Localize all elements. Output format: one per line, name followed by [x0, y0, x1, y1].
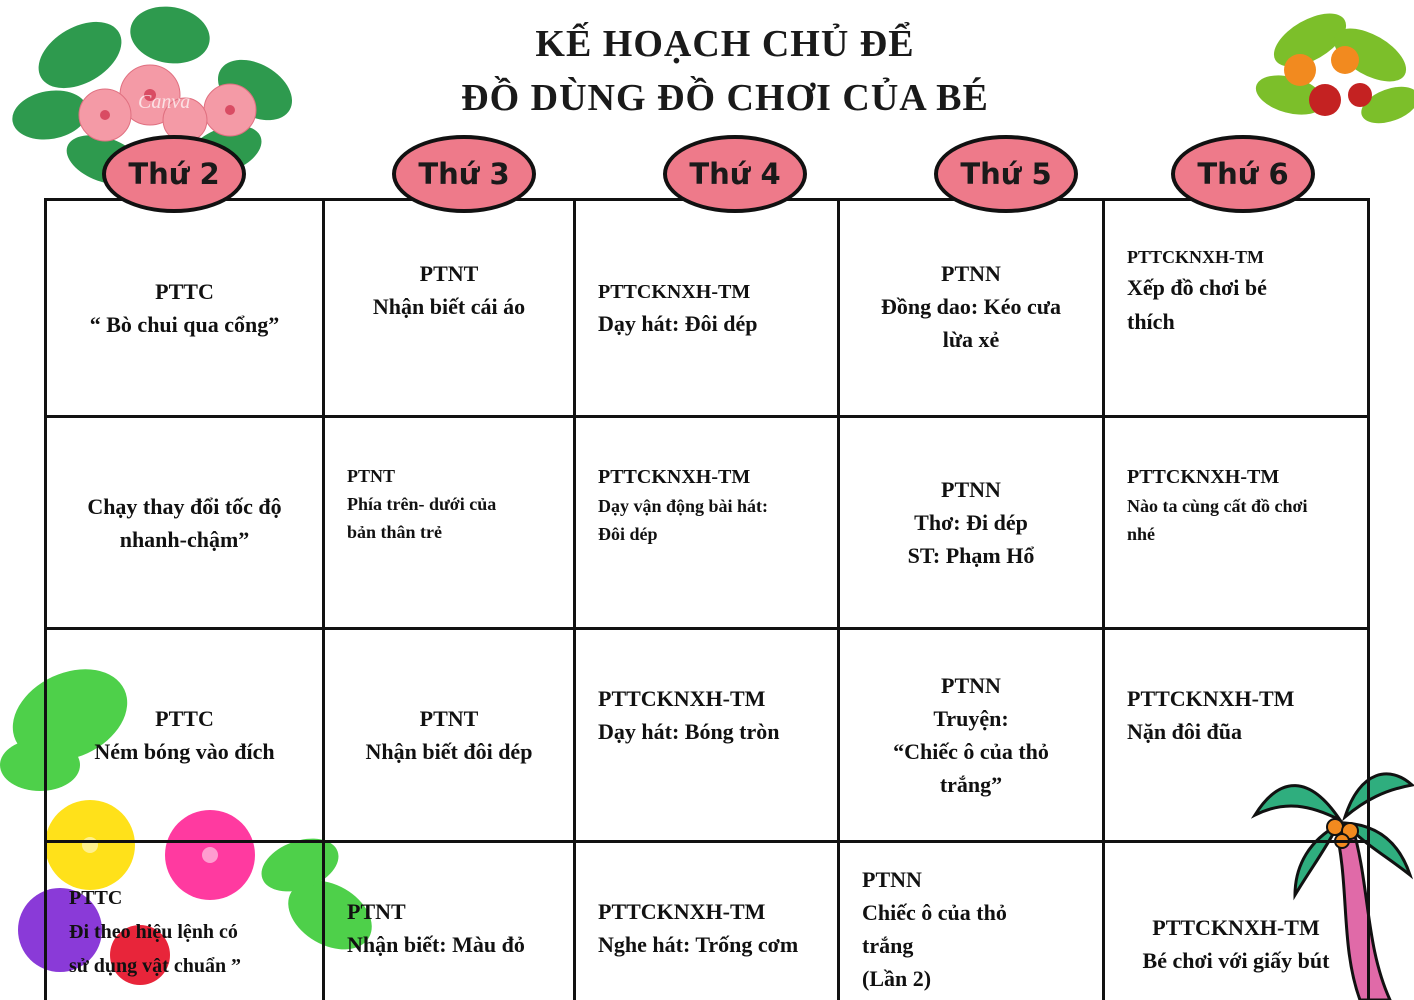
- day-badge-thu-2: Thứ 2: [102, 135, 246, 213]
- cell-line: ST: Phạm Hổ: [907, 543, 1035, 568]
- cell-line: Dạy hát: Bóng tròn: [598, 719, 780, 744]
- page-title-line-2: ĐỒ DÙNG ĐỒ CHƠI CỦA BÉ: [461, 77, 989, 119]
- cell-line: Ném bóng vào đích: [94, 739, 275, 764]
- cell-line: PTNT: [347, 899, 406, 924]
- cell-line: lừa xẻ: [942, 327, 1000, 352]
- cell-line: bản thân trẻ: [347, 522, 443, 542]
- cell-line: PTTCKNXH-TM: [1152, 915, 1320, 940]
- cell-line: PTTC: [155, 279, 214, 304]
- cell-line: “ Bò chui qua cổng”: [89, 312, 280, 337]
- cell-r4-thu5: [840, 843, 1102, 1000]
- cell-r2-thu5: [840, 418, 1102, 627]
- day-badge-thu-4: Thứ 4: [663, 135, 807, 213]
- cell-line: PTNN: [941, 261, 1001, 286]
- cell-line: PTTCKNXH-TM: [598, 899, 766, 924]
- cell-line: PTNN: [941, 477, 1001, 502]
- schedule-table: [44, 198, 1370, 1000]
- cell-r3-thu3: [325, 630, 573, 840]
- cell-line: Bé chơi với giấy bút: [1142, 948, 1330, 973]
- cell-r3-thu5: [840, 630, 1102, 840]
- cell-line: Dạy hát: Đôi dép: [598, 310, 758, 336]
- cell-line: PTTCKNXH-TM: [598, 280, 751, 303]
- cell-line: PTTC: [69, 887, 123, 909]
- cell-line: Phía trên- dưới của: [347, 494, 497, 514]
- day-badge-thu-3: Thứ 3: [392, 135, 536, 213]
- canva-watermark: Canva: [138, 91, 191, 113]
- cell-r4-thu3: [325, 843, 573, 1000]
- cell-line: PTTCKNXH-TM: [598, 686, 766, 711]
- cell-line: (Lần 2): [862, 966, 932, 991]
- cell-line: PTTCKNXH-TM: [1127, 686, 1295, 711]
- cell-line: trắng”: [939, 772, 1003, 797]
- cell-r1-thu6: [1105, 201, 1367, 415]
- cell-line: Thơ: Đi dép: [914, 510, 1028, 535]
- cell-line: nhé: [1127, 524, 1156, 544]
- cell-line: PTNN: [941, 673, 1001, 698]
- cell-line: Nhận biết đôi dép: [365, 739, 533, 764]
- cell-line: trắng: [862, 933, 914, 958]
- cell-line: sử dụng vật chuẩn ”: [69, 955, 242, 977]
- cell-line: Đi theo hiệu lệnh có: [69, 921, 238, 943]
- cell-r2-thu3: [325, 418, 573, 627]
- cell-line: Đôi dép: [598, 524, 658, 544]
- cell-line: PTNT: [419, 706, 479, 731]
- cell-line: Truyện:: [933, 706, 1009, 731]
- cell-r4-thu4: [576, 843, 837, 1000]
- cell-r3-thu4: [576, 630, 837, 840]
- cell-line: Nào ta cùng cất đồ chơi: [1127, 496, 1308, 516]
- cell-line: nhanh-chậm”: [119, 526, 250, 552]
- cell-r1-thu2: [47, 201, 322, 415]
- cell-line: PTTCKNXH-TM: [1127, 466, 1280, 488]
- cell-line: Dạy vận động bài hát:: [598, 496, 769, 516]
- cell-r1-thu5: [840, 201, 1102, 415]
- cell-r3-thu2: [47, 630, 322, 840]
- cell-line: Xếp đồ chơi bé: [1127, 275, 1267, 300]
- cell-r2-thu6: [1105, 418, 1367, 627]
- cell-r2-thu4: [576, 418, 837, 627]
- cell-r1-thu3: [325, 201, 573, 415]
- cell-r1-thu4: [576, 201, 837, 415]
- cell-line: Chiếc ô của thỏ: [862, 900, 1007, 925]
- cell-r3-thu6: [1105, 630, 1367, 840]
- cell-line: Nhận biết cái áo: [372, 294, 526, 319]
- cell-line: Nhận biết: Màu đỏ: [347, 932, 525, 957]
- cell-line: PTTCKNXH-TM: [598, 466, 751, 488]
- cell-line: PTNN: [862, 867, 922, 892]
- cell-line: “Chiếc ô của thỏ: [893, 739, 1049, 764]
- cell-r4-thu2: [47, 843, 322, 1000]
- day-badge-thu-5: Thứ 5: [934, 135, 1078, 213]
- cell-line: PTTCKNXH-TM: [1127, 247, 1264, 267]
- cell-line: Đồng dao: Kéo cưa: [880, 294, 1062, 319]
- page-title-line-1: KẾ HOẠCH CHỦ ĐỂ: [535, 23, 915, 65]
- cell-line: PTNT: [419, 261, 479, 286]
- cell-line: Nghe hát: Trống cơm: [598, 932, 799, 957]
- day-badge-thu-6: Thứ 6: [1171, 135, 1315, 213]
- cell-line: PTNT: [347, 466, 396, 486]
- cell-r2-thu2: [47, 418, 322, 627]
- cell-line: Nặn đôi đũa: [1127, 719, 1242, 744]
- cell-line: PTTC: [155, 706, 214, 731]
- cell-r4-thu6: [1105, 843, 1367, 1000]
- cell-line: Chạy thay đổi tốc độ: [87, 493, 282, 519]
- cell-line: thích: [1127, 309, 1175, 334]
